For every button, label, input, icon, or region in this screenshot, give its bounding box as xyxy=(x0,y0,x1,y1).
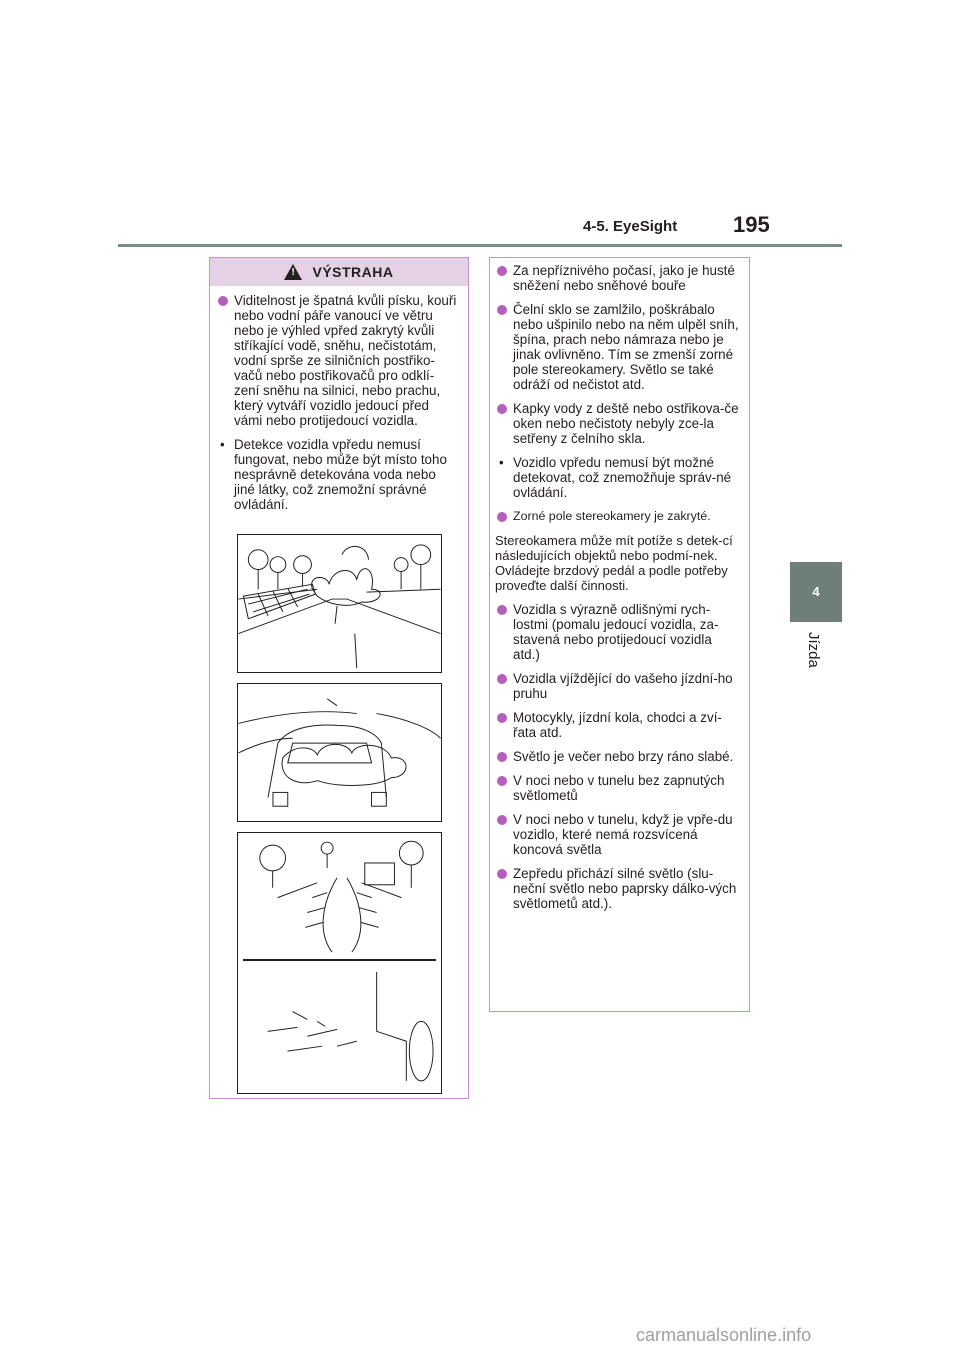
road-smoke-drawing xyxy=(238,535,441,672)
condition-item: Kapky vody z deště nebo ostřikova-če oken nebo nečistoty nebyly zce-la setřeny z čelního skla. xyxy=(495,401,741,446)
condition-item: Motocykly, jízdní kola, chodci a zví-řata atd. xyxy=(495,710,741,740)
condition-subitem: • Vozidlo vpředu nemusí být možné detekovat, což znemožňuje správ-né ovládání. xyxy=(495,455,741,500)
warning-panel-right xyxy=(489,257,750,1012)
water-spray-drawing xyxy=(238,833,441,1093)
header-rule xyxy=(118,244,842,247)
watermark: carmanualsonline.info xyxy=(636,1325,812,1345)
car-exhaust-drawing xyxy=(238,684,441,821)
warning-panel-left xyxy=(209,257,469,1099)
chapter-label: Jízda xyxy=(805,632,822,668)
condition-item: Za nepříznivého počasí, jako je husté sněžení nebo sněhové bouře xyxy=(495,263,741,293)
condition-item: Světlo je večer nebo brzy ráno slabé. xyxy=(495,749,741,764)
illustration-water-spray xyxy=(237,832,442,1094)
condition-paragraph: Stereokamera může mít potíže s detek-cí následujících objektů nebo podmí-nek. Ovládejte brzdový pedál a podle potřeby proveďte další činnosti. xyxy=(495,533,733,593)
illustration-car-exhaust-clouds xyxy=(237,683,442,822)
condition-item: Zepředu přichází silné světlo (slu-neční světlo nebo paprsky dálko-vých světlometů atd.). xyxy=(495,866,741,911)
condition-item: V noci nebo v tunelu, když je vpře-du vozidlo, které nemá rozsvícená koncová světla xyxy=(495,812,741,857)
condition-item: Zorné pole stereokamery je zakryté. xyxy=(495,509,741,524)
page-number: 195 xyxy=(733,212,770,237)
warning-subitem: • Detekce vozidla vpředu nemusí fungovat, nebo může být místo toho nesprávně detekována voda nebo jiné látky, což znemožní správné ovládání. xyxy=(216,437,458,512)
warning-header xyxy=(210,258,468,286)
warning-triangle-icon xyxy=(284,264,302,280)
warning-item: Viditelnost je špatná kvůli písku, kouři nebo vodní páře vanoucí ve větru nebo je výhled vpřed zakrytý kvůli stříkající vodě, sněhu, nečistotám, vodní sprše ze silničních postřiko-vačů nebo postřikovačů pro odklí-zení sněhu na silnici, nebo prachu, který vytváří vozidlo jedoucí před vámi nebo protijedoucí vozidla. xyxy=(216,293,458,428)
condition-item: Vozidla s výrazně odlišnými rych-lostmi (pomalu jedoucí vozidla, za-stavená nebo protijedoucí vozidla atd.) xyxy=(495,602,741,662)
warning-title: VÝSTRAHA xyxy=(312,264,394,280)
section-title: 4-5. EyeSight xyxy=(583,218,678,235)
chapter-tab[interactable]: 4 xyxy=(790,562,842,622)
condition-item: V noci nebo v tunelu bez zapnutých světlometů xyxy=(495,773,741,803)
illustration-road-with-smoke xyxy=(237,534,442,673)
condition-item: Vozidla vjíždějící do vašeho jízdní-ho pruhu xyxy=(495,671,741,701)
condition-item: Čelní sklo se zamlžilo, poškrábalo nebo ušpinilo nebo na něm ulpěl sníh, špína, prach nebo námraza nebo je jinak ovlivněno. Tím se zmenší zorné pole stereokamery. Světlo se také odráží od nečistot atd. xyxy=(495,302,741,392)
